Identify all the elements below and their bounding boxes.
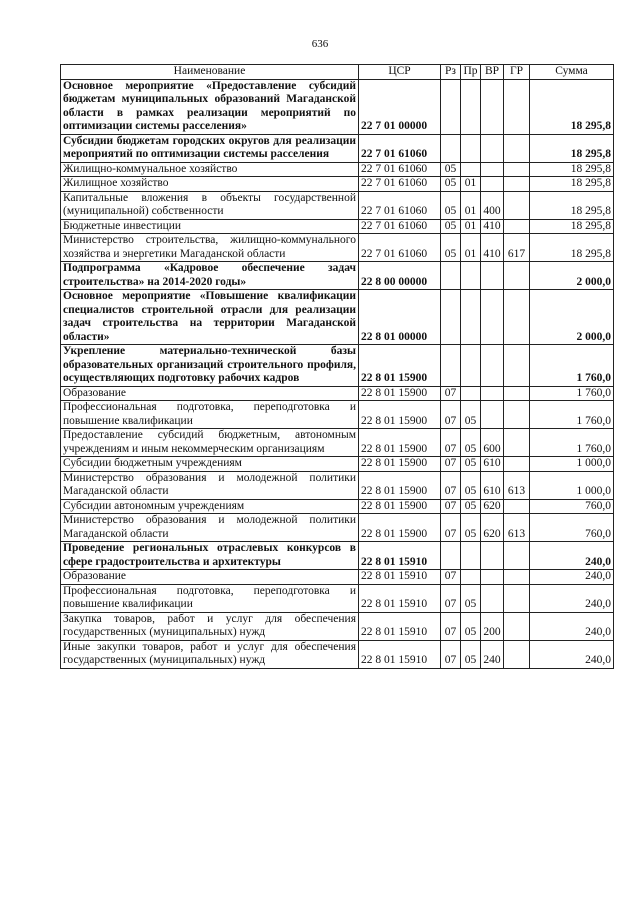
table-row	[61, 457, 614, 472]
cell-gr	[504, 640, 530, 668]
cell-name: Бюджетные инвестиции	[61, 219, 359, 234]
cell-pr	[461, 290, 481, 345]
cell-gr	[504, 499, 530, 514]
cell-vr: 200	[481, 612, 504, 640]
cell-pr: 05	[461, 471, 481, 499]
cell-name: Предоставление субсидий бюджетным, автономным учреждениям и иным некоммерческим организациям	[61, 429, 359, 457]
table-row	[61, 177, 614, 192]
cell-name: Подпрограмма «Кадровое обеспечение задач строительства» на 2014-2020 годы»	[61, 262, 359, 290]
cell-rz	[441, 290, 461, 345]
cell-pr: 05	[461, 640, 481, 668]
cell-gr	[504, 386, 530, 401]
table-header-row	[61, 65, 614, 80]
cell-sum: 18 295,8	[530, 79, 614, 134]
cell-rz: 07	[441, 612, 461, 640]
cell-pr	[461, 262, 481, 290]
cell-pr: 05	[461, 499, 481, 514]
cell-sum: 1 000,0	[530, 457, 614, 472]
cell-rz: 05	[441, 162, 461, 177]
header-csr: ЦСР	[359, 65, 441, 80]
cell-sum: 1 760,0	[530, 345, 614, 387]
table-body	[61, 79, 614, 668]
cell-csr: 22 7 01 61060	[359, 162, 441, 177]
cell-gr	[504, 584, 530, 612]
table-row	[61, 262, 614, 290]
cell-name: Министерство строительства, жилищно-коммунального хозяйства и энергетики Магаданской области	[61, 234, 359, 262]
cell-rz: 07	[441, 499, 461, 514]
table-row	[61, 612, 614, 640]
cell-csr: 22 8 01 15900	[359, 471, 441, 499]
cell-sum: 240,0	[530, 542, 614, 570]
cell-vr	[481, 584, 504, 612]
cell-csr: 22 7 01 61060	[359, 219, 441, 234]
cell-csr: 22 8 01 15910	[359, 542, 441, 570]
cell-gr	[504, 219, 530, 234]
cell-csr: 22 8 01 15910	[359, 640, 441, 668]
cell-sum: 18 295,8	[530, 191, 614, 219]
cell-vr	[481, 134, 504, 162]
cell-name: Субсидии бюджетным учреждениям	[61, 457, 359, 472]
cell-name: Субсидии бюджетам городских округов для реализации мероприятий по оптимизации системы расселения	[61, 134, 359, 162]
cell-csr: 22 8 01 15900	[359, 345, 441, 387]
cell-gr	[504, 570, 530, 585]
header-gr: ГР	[504, 65, 530, 80]
cell-vr	[481, 79, 504, 134]
cell-csr: 22 7 01 00000	[359, 79, 441, 134]
cell-gr	[504, 429, 530, 457]
table-row	[61, 570, 614, 585]
cell-sum: 760,0	[530, 499, 614, 514]
table-row	[61, 514, 614, 542]
cell-csr: 22 8 00 00000	[359, 262, 441, 290]
cell-csr: 22 8 01 15910	[359, 584, 441, 612]
cell-pr: 01	[461, 219, 481, 234]
cell-pr: 01	[461, 191, 481, 219]
cell-pr	[461, 162, 481, 177]
cell-csr: 22 8 01 15910	[359, 612, 441, 640]
cell-gr: 613	[504, 514, 530, 542]
table-row	[61, 401, 614, 429]
table-row	[61, 234, 614, 262]
cell-rz: 07	[441, 640, 461, 668]
cell-name: Образование	[61, 570, 359, 585]
cell-pr	[461, 386, 481, 401]
cell-sum: 18 295,8	[530, 234, 614, 262]
table-row	[61, 345, 614, 387]
cell-vr	[481, 401, 504, 429]
cell-gr	[504, 262, 530, 290]
cell-name: Профессиональная подготовка, переподготовка и повышение квалификации	[61, 584, 359, 612]
cell-pr: 05	[461, 401, 481, 429]
cell-name: Проведение региональных отраслевых конкурсов в сфере градостроительства и архитектуры	[61, 542, 359, 570]
cell-name: Жилищно-коммунальное хозяйство	[61, 162, 359, 177]
cell-rz: 07	[441, 401, 461, 429]
cell-pr	[461, 345, 481, 387]
cell-sum: 18 295,8	[530, 134, 614, 162]
table-row	[61, 386, 614, 401]
cell-sum: 760,0	[530, 514, 614, 542]
cell-vr: 240	[481, 640, 504, 668]
cell-vr: 600	[481, 429, 504, 457]
cell-gr: 617	[504, 234, 530, 262]
cell-name: Министерство образования и молодежной политики Магаданской области	[61, 514, 359, 542]
budget-table	[60, 64, 614, 669]
cell-rz: 07	[441, 386, 461, 401]
cell-rz	[441, 79, 461, 134]
cell-gr	[504, 191, 530, 219]
header-name: Наименование	[61, 65, 359, 80]
table-row	[61, 471, 614, 499]
cell-rz	[441, 262, 461, 290]
page-number: 636	[311, 38, 329, 50]
cell-pr: 01	[461, 177, 481, 192]
cell-gr	[504, 457, 530, 472]
cell-name: Жилищное хозяйство	[61, 177, 359, 192]
cell-vr	[481, 177, 504, 192]
table-row	[61, 499, 614, 514]
cell-sum: 240,0	[530, 640, 614, 668]
cell-pr: 01	[461, 234, 481, 262]
cell-vr	[481, 262, 504, 290]
cell-vr: 400	[481, 191, 504, 219]
cell-pr: 05	[461, 612, 481, 640]
cell-csr: 22 8 01 15900	[359, 457, 441, 472]
cell-name: Основное мероприятие «Предоставление субсидий бюджетам муниципальных образований Магаданской области в рамках реализации мероприятий по оптимизации системы расселения»	[61, 79, 359, 134]
cell-gr	[504, 162, 530, 177]
cell-rz: 05	[441, 234, 461, 262]
cell-pr: 05	[461, 457, 481, 472]
cell-pr: 05	[461, 514, 481, 542]
cell-pr	[461, 542, 481, 570]
table-row	[61, 219, 614, 234]
cell-gr	[504, 612, 530, 640]
cell-vr: 620	[481, 499, 504, 514]
cell-csr: 22 7 01 61060	[359, 234, 441, 262]
cell-csr: 22 7 01 61060	[359, 177, 441, 192]
cell-vr	[481, 345, 504, 387]
cell-name: Иные закупки товаров, работ и услуг для обеспечения государственных (муниципальных) нужд	[61, 640, 359, 668]
cell-csr: 22 7 01 61060	[359, 191, 441, 219]
cell-name: Субсидии автономным учреждениям	[61, 499, 359, 514]
cell-name: Капитальные вложения в объекты государственной (муниципальной) собственности	[61, 191, 359, 219]
cell-gr	[504, 79, 530, 134]
cell-rz: 07	[441, 570, 461, 585]
cell-name: Образование	[61, 386, 359, 401]
cell-vr	[481, 542, 504, 570]
cell-csr: 22 8 01 15910	[359, 570, 441, 585]
cell-sum: 240,0	[530, 584, 614, 612]
cell-gr	[504, 542, 530, 570]
cell-csr: 22 7 01 61060	[359, 134, 441, 162]
table-row	[61, 79, 614, 134]
cell-rz: 07	[441, 471, 461, 499]
cell-sum: 1 000,0	[530, 471, 614, 499]
cell-sum: 240,0	[530, 570, 614, 585]
cell-rz	[441, 542, 461, 570]
cell-rz: 07	[441, 584, 461, 612]
header-rz: Рз	[441, 65, 461, 80]
header-sum: Сумма	[530, 65, 614, 80]
table-row	[61, 191, 614, 219]
cell-pr	[461, 570, 481, 585]
cell-rz: 07	[441, 514, 461, 542]
cell-vr	[481, 290, 504, 345]
cell-rz: 07	[441, 457, 461, 472]
cell-sum: 18 295,8	[530, 219, 614, 234]
table-row	[61, 134, 614, 162]
cell-vr: 610	[481, 471, 504, 499]
cell-gr	[504, 290, 530, 345]
cell-vr: 620	[481, 514, 504, 542]
cell-sum: 1 760,0	[530, 429, 614, 457]
cell-csr: 22 8 01 15900	[359, 429, 441, 457]
cell-name: Основное мероприятие «Повышение квалификации специалистов строительной отрасли для реализации задач строительства на территории Магаданской области»	[61, 290, 359, 345]
cell-name: Министерство образования и молодежной политики Магаданской области	[61, 471, 359, 499]
cell-pr: 05	[461, 584, 481, 612]
cell-rz: 05	[441, 177, 461, 192]
cell-csr: 22 8 01 15900	[359, 499, 441, 514]
header-pr: Пр	[461, 65, 481, 80]
cell-sum: 18 295,8	[530, 177, 614, 192]
cell-csr: 22 8 01 15900	[359, 386, 441, 401]
cell-rz	[441, 345, 461, 387]
header-vr: ВР	[481, 65, 504, 80]
cell-name: Укрепление материально-технической базы образовательных организаций строительного профиля, осуществляющих подготовку рабочих кадров	[61, 345, 359, 387]
cell-vr: 610	[481, 457, 504, 472]
table-row	[61, 429, 614, 457]
cell-rz: 05	[441, 191, 461, 219]
cell-csr: 22 8 01 15900	[359, 514, 441, 542]
cell-pr	[461, 134, 481, 162]
cell-vr: 410	[481, 219, 504, 234]
cell-gr	[504, 401, 530, 429]
table-row	[61, 162, 614, 177]
table-row	[61, 640, 614, 668]
cell-rz	[441, 134, 461, 162]
cell-sum: 18 295,8	[530, 162, 614, 177]
cell-vr	[481, 386, 504, 401]
table-row	[61, 584, 614, 612]
table-row	[61, 542, 614, 570]
cell-name: Профессиональная подготовка, переподготовка и повышение квалификации	[61, 401, 359, 429]
cell-gr	[504, 134, 530, 162]
cell-rz: 07	[441, 429, 461, 457]
cell-vr	[481, 570, 504, 585]
cell-sum: 1 760,0	[530, 386, 614, 401]
cell-rz: 05	[441, 219, 461, 234]
cell-pr	[461, 79, 481, 134]
cell-sum: 240,0	[530, 612, 614, 640]
cell-sum: 2 000,0	[530, 262, 614, 290]
cell-pr: 05	[461, 429, 481, 457]
cell-vr	[481, 162, 504, 177]
cell-gr	[504, 345, 530, 387]
cell-gr	[504, 177, 530, 192]
cell-csr: 22 8 01 15900	[359, 401, 441, 429]
cell-name: Закупка товаров, работ и услуг для обеспечения государственных (муниципальных) нужд	[61, 612, 359, 640]
cell-sum: 1 760,0	[530, 401, 614, 429]
cell-sum: 2 000,0	[530, 290, 614, 345]
cell-csr: 22 8 01 00000	[359, 290, 441, 345]
table-row	[61, 290, 614, 345]
cell-vr: 410	[481, 234, 504, 262]
cell-gr: 613	[504, 471, 530, 499]
